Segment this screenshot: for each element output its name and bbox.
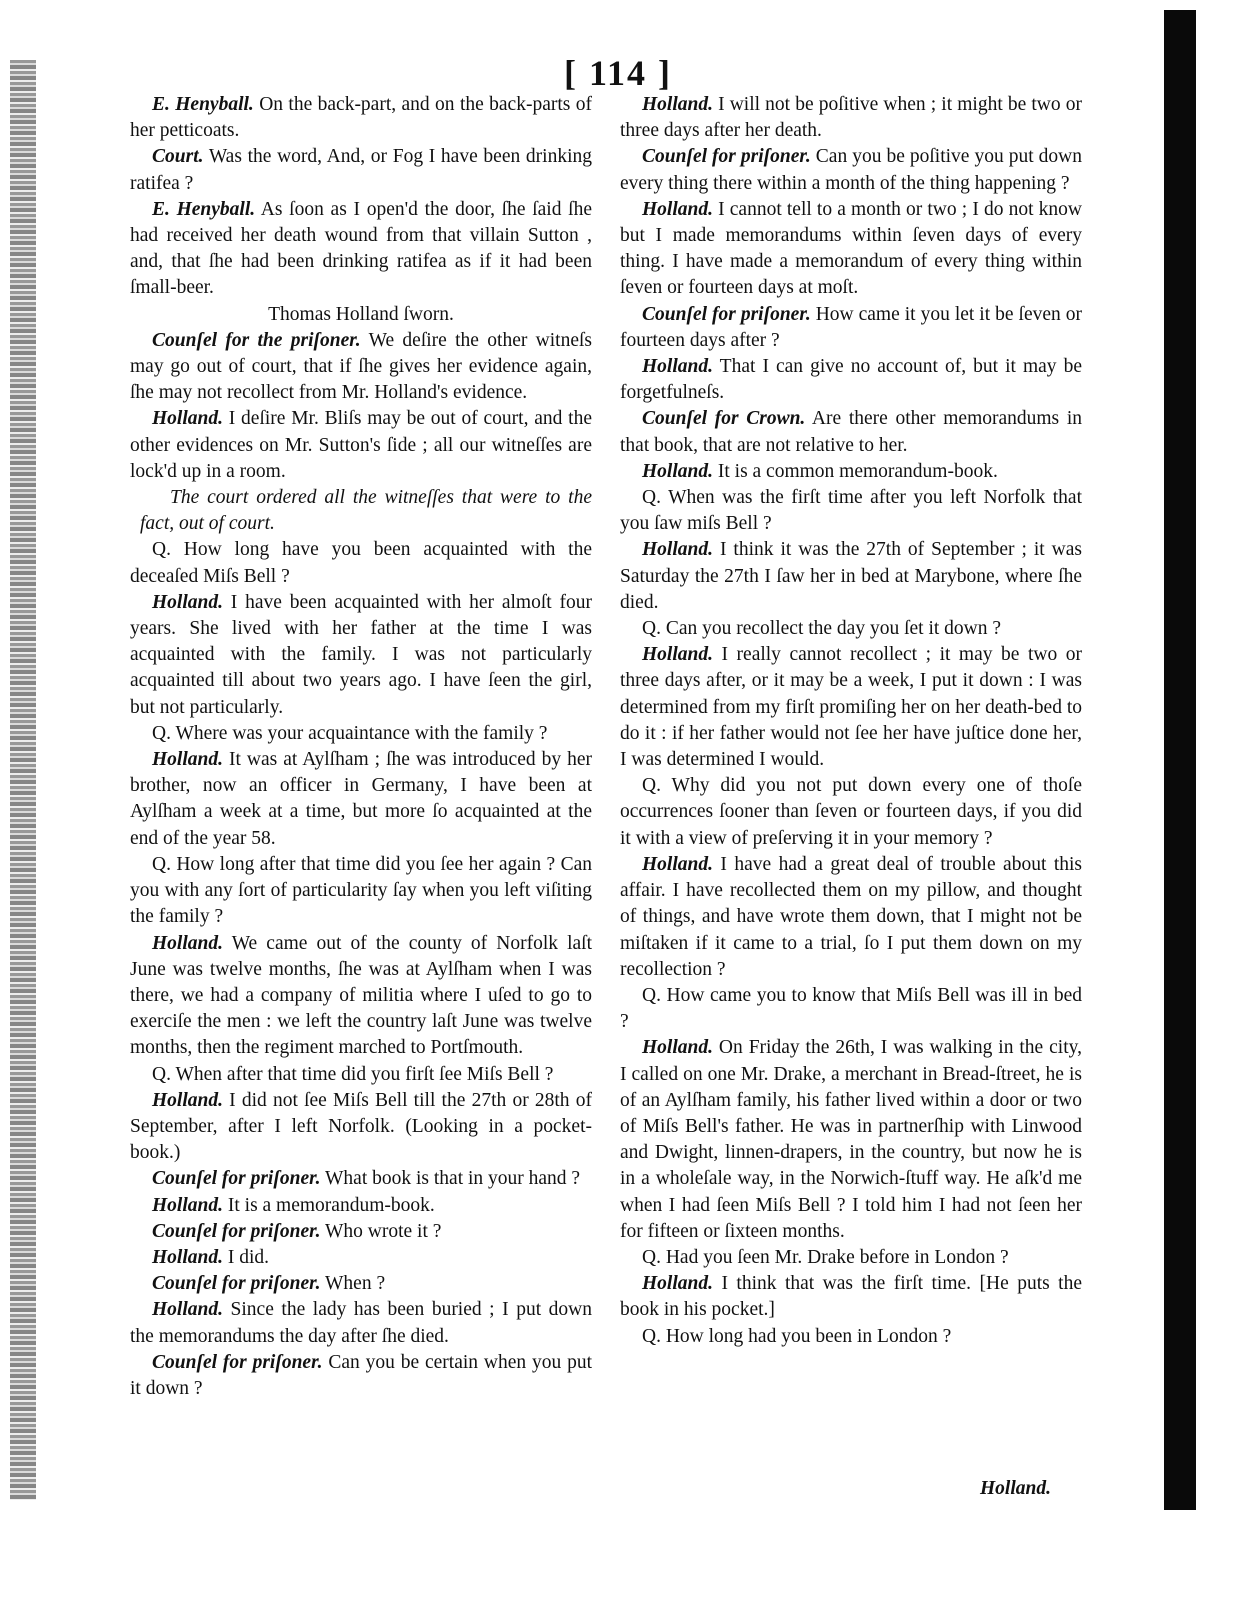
paragraph-text: What book is that in your hand ? — [320, 1168, 581, 1190]
paragraph-text: Q. Can you recollect the day you ſet it down ? — [642, 618, 1002, 640]
catchword: Holland. — [980, 1478, 1051, 1499]
paragraph-text: Since the lady has been buried ; I put down the memorandums the day after ſhe died. — [130, 1299, 592, 1347]
paragraph-text: It is a common memorandum-book. — [712, 460, 998, 482]
paragraph-text: On Friday the 26th, I was walking in the city, I called on one Mr. Drake, a merchant in Bread-ſtreet, he is of an Aylſham family, his father lived within a door or two of Miſs Bell's father. He was in partnerſhip with Linwood and Dwight, linnen-drapers, in the country, but now he is in a wholeſale way, in the Norwich-ſtuff way. He aſk'd me when I had ſeen Miſs Bell ? I told him I had not ſeen her for fifteen or ſixteen months. — [620, 1037, 1082, 1242]
speaker-label: Counſel for priſoner. — [152, 1351, 323, 1373]
speaker-label: Holland. — [642, 198, 713, 220]
speaker-label: Holland. — [642, 356, 713, 378]
speaker-label: Holland. — [152, 1089, 223, 1111]
paragraph — [130, 1350, 592, 1402]
paragraph-text: I really cannot recollect ; it may be two or three days after, or it may be a week, I put it down : I was determined from my firſt promiſing her on her death-bed to do it : if her father would not ſee her have juſtice done her, I was determined I would. — [620, 644, 1082, 771]
speaker-label: Counſel for priſoner. — [152, 1220, 321, 1242]
paragraph-text: That I can give no account of, but it may be forgetfulneſs. — [620, 356, 1082, 404]
paragraph — [620, 406, 1082, 458]
right-text-column — [620, 92, 1082, 1350]
speaker-label: E. Henyball. — [152, 198, 256, 220]
paragraph-text: Who wrote it ? — [320, 1220, 442, 1242]
paragraph-text: The court ordered all the witneſſes that were to the fact, out of court. — [140, 487, 592, 535]
paragraph — [130, 1062, 592, 1088]
binding-edge-left — [10, 60, 36, 1500]
paragraph — [130, 328, 592, 407]
paragraph — [620, 537, 1082, 616]
paragraph-text: Was the word, And, or Fog I have been drinking ratifea ? — [130, 146, 592, 194]
paragraph-text: Thomas Holland ſworn. — [268, 303, 454, 325]
paragraph-text: Can you be poſitive you put down every thing there within a month of the thing happening ? — [620, 146, 1082, 194]
paragraph — [130, 721, 592, 747]
paragraph — [130, 590, 592, 721]
page-number-header: [ 114 ] — [564, 53, 672, 93]
paragraph-text: Q. Had you ſeen Mr. Drake before in London ? — [642, 1246, 1009, 1268]
paragraph-text: I did not ſee Miſs Bell till the 27th or 28th of September, after I left Norfolk. (Looking in a pocket-book.) — [130, 1089, 592, 1164]
paragraph-text: I think it was the 27th of September ; it was Saturday the 27th I ſaw her in bed at Marybone, where ſhe died. — [620, 539, 1082, 613]
speaker-label: Holland. — [152, 1246, 223, 1268]
paragraph-text: We deſire the other witneſs may go out of court, that if ſhe gives her evidence again, ſhe may not recollect from Mr. Holland's evidence. — [130, 329, 592, 404]
paragraph-text: Q. How long had you been in London ? — [642, 1325, 952, 1347]
paragraph-text: It is a memorandum-book. — [222, 1194, 435, 1216]
paragraph — [130, 1166, 592, 1192]
paragraph-text: Can you be certain when you put it down ? — [130, 1351, 593, 1399]
paragraph-text: Q. Why did you not put down every one of thoſe occurrences ſooner than ſeven or fourteen days, if you did it with a view of preſerving it in your memory ? — [620, 775, 1082, 849]
paragraph-text: I deſire Mr. Bliſs may be out of court, and the other evidences on Mr. Sutton's ſide ; all our witneſſes are lock'd up in a room. — [130, 408, 592, 482]
paragraph — [130, 1193, 592, 1219]
speaker-label: Holland. — [642, 539, 713, 561]
paragraph-text: It was at Aylſham ; ſhe was introduced by her brother, now an officer in Germany, I have been at Aylſham a week at a time, but more ſo acquainted at the end of the year 58. — [130, 749, 592, 849]
speaker-label: Holland. — [642, 94, 713, 115]
paragraph-text: Q. Where was your acquaintance with the family ? — [152, 722, 548, 744]
speaker-label: Holland. — [152, 1299, 223, 1321]
paragraph — [620, 354, 1082, 406]
speaker-label: Holland. — [152, 591, 223, 613]
paragraph — [130, 852, 592, 931]
paragraph — [620, 1271, 1082, 1323]
paragraph-text: Q. How long after that time did you ſee her again ? Can you with any ſort of particularity ſay when you left viſiting the family ? — [130, 853, 592, 928]
paragraph-text: Q. When was the firſt time after you left Norfolk that you ſaw miſs Bell ? — [620, 487, 1082, 535]
speaker-label: Holland. — [152, 932, 223, 954]
paragraph — [130, 1219, 592, 1245]
paragraph — [620, 852, 1082, 983]
paragraph-text: Are there other memorandums in that book, that are not relative to her. — [620, 408, 1082, 456]
binding-edge-right — [1164, 10, 1196, 1510]
paragraph — [620, 1245, 1082, 1271]
speaker-label: Holland. — [642, 853, 713, 875]
paragraph-text: I will not be poſitive when ; it might be two or three days after her death. — [620, 94, 1082, 142]
paragraph — [130, 144, 592, 196]
speaker-label: Holland. — [642, 644, 713, 666]
paragraph — [130, 1271, 592, 1297]
paragraph-text: Q. How long have you been acquainted with the deceaſed Miſs Bell ? — [130, 539, 592, 587]
paragraph — [130, 1297, 592, 1349]
paragraph-text: How came it you let it be ſeven or fourteen days after ? — [620, 303, 1082, 351]
paragraph — [130, 1245, 592, 1271]
speaker-label: Holland. — [152, 1194, 223, 1216]
speaker-label: Counſel for priſoner. — [642, 146, 811, 168]
paragraph — [130, 931, 592, 1062]
paragraph-text: On the back-part, and on the back-parts of her petticoats. — [130, 94, 592, 142]
paragraph — [620, 983, 1082, 1035]
paragraph — [620, 92, 1082, 144]
paragraph — [620, 197, 1082, 302]
paragraph-text: I have had a great deal of trouble about this affair. I have recollected them on my pillow, and thought of things, and have wrote them down, that I might not be miſtaken if it came to a trial, ſo I put them down on my recollection ? — [620, 853, 1082, 980]
paragraph — [620, 144, 1082, 196]
paragraph-text: I have been acquainted with her almoſt four years. She lived with her father at the time I was acquainted with the family. I was not particularly acquainted till about two years ago. I have ſeen the girl, but not particularly. — [130, 591, 592, 718]
speaker-label: Holland. — [642, 460, 713, 482]
speaker-label: Counſel for priſoner. — [642, 303, 811, 325]
paragraph-text: When ? — [320, 1273, 386, 1295]
paragraph-text: We came out of the county of Norfolk laſt June was twelve months, ſhe was at Aylſham when I was there, we had a company of militia where I uſed to go to exerciſe the men : we left the country laſt June was twelve months, then the regiment marched to Portſmouth. — [130, 932, 592, 1059]
paragraph-text: Q. When after that time did you firſt ſee Miſs Bell ? — [152, 1063, 554, 1085]
paragraph-text: I did. — [222, 1246, 270, 1268]
paragraph — [620, 1324, 1082, 1350]
paragraph-text: I cannot tell to a month or two ; I do not know but I made memorandums within ſeven days of every thing. I have made a memorandum of every thing within ſeven or fourteen days at moſt. — [620, 198, 1082, 299]
speaker-label: Counſel for priſoner. — [152, 1273, 321, 1295]
paragraph — [620, 773, 1082, 852]
speaker-label: Holland. — [152, 749, 223, 771]
paragraph — [130, 747, 592, 852]
paragraph — [620, 485, 1082, 537]
paragraph — [620, 1035, 1082, 1245]
paragraph-text: As ſoon as I open'd the door, ſhe ſaid ſhe had received her death wound from that villain Sutton , and, that ſhe had been drinking ratifea as if it had been ſmall-beer. — [130, 198, 593, 299]
speaker-label: Counſel for the priſoner. — [152, 329, 361, 351]
paragraph — [130, 302, 592, 328]
speaker-label: Holland. — [152, 408, 223, 430]
paragraph — [620, 642, 1082, 773]
speaker-label: Court. — [152, 146, 204, 168]
paragraph — [620, 459, 1082, 485]
paragraph — [130, 1088, 592, 1167]
speaker-label: Counſel for priſoner. — [152, 1168, 321, 1190]
speaker-label: Counſel for Crown. — [642, 408, 806, 430]
paragraph — [130, 406, 592, 485]
paragraph — [130, 485, 592, 537]
paragraph — [130, 92, 592, 144]
paragraph — [130, 537, 592, 589]
speaker-label: Holland. — [642, 1273, 713, 1295]
paragraph-text: I think that was the firſt time. [He puts the book in his pocket.] — [620, 1273, 1082, 1321]
speaker-label: E. Henyball. — [152, 94, 254, 115]
paragraph — [130, 197, 592, 302]
paragraph — [620, 616, 1082, 642]
paragraph-text: Q. How came you to know that Miſs Bell was ill in bed ? — [620, 984, 1082, 1033]
paragraph — [620, 302, 1082, 354]
left-text-column — [130, 92, 592, 1402]
speaker-label: Holland. — [642, 1037, 713, 1059]
